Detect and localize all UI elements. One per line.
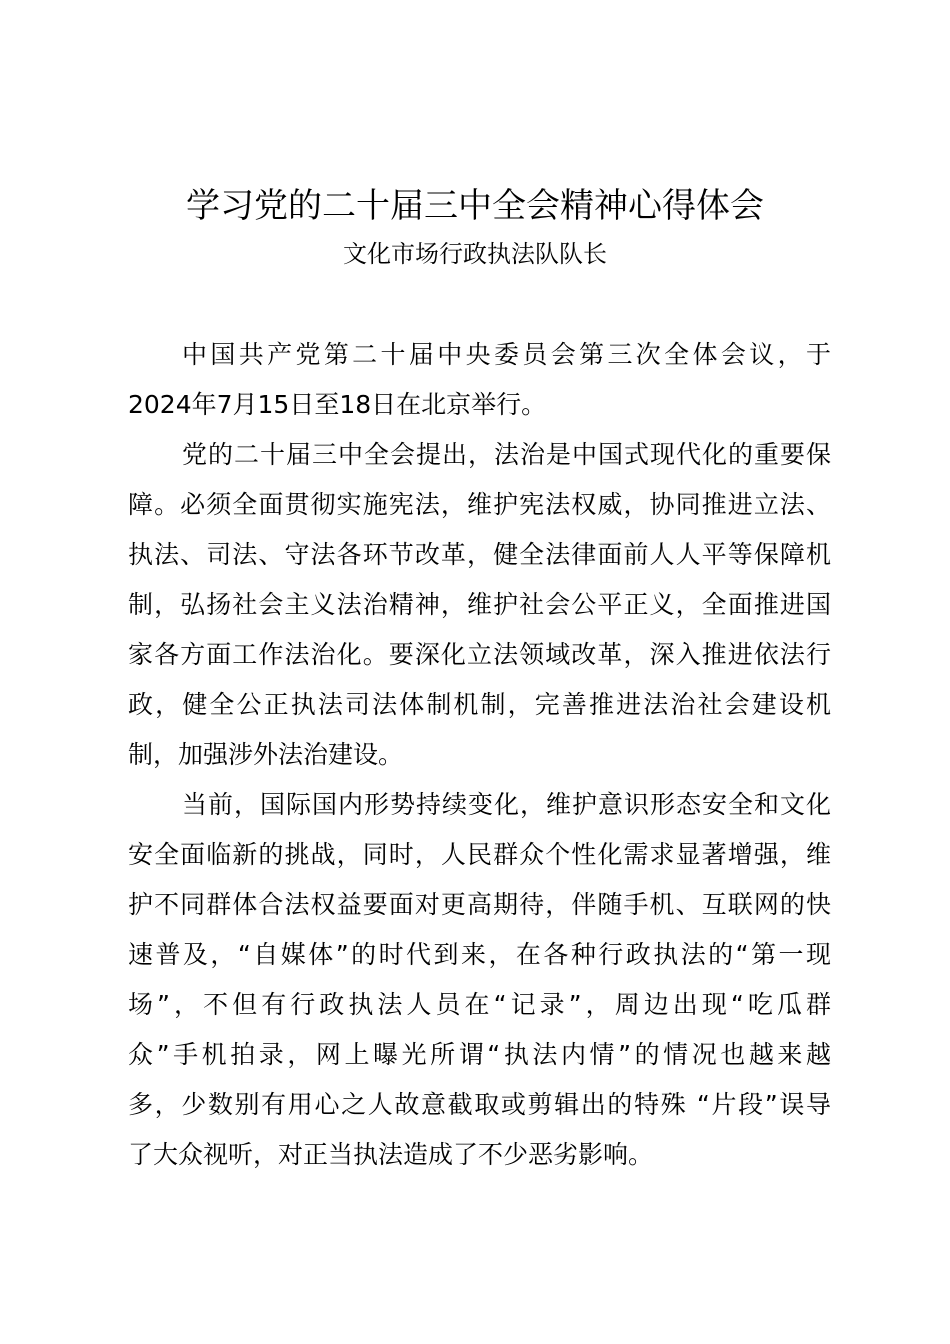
paragraph-1-line-1: 中国共产党第二十届中央委员会第三次全体会议，于 [182, 340, 831, 369]
paragraph-3-line-3: 护不同群体合法权益要面对更高期待，伴随手机、互联网的快 [128, 890, 831, 919]
paragraph-3-line-8: 了大众视听，对正当执法造成了不少恶劣影响。 [128, 1140, 654, 1169]
paragraph-2-line-5: 家各方面工作法治化。要深化立法领域改革，深入推进依法行 [128, 640, 831, 669]
paragraph-3-line-4: 速普及，“自媒体”的时代到来，在各种行政执法的“第一现 [128, 940, 831, 969]
paragraph-3-line-2: 安全面临新的挑战，同时，人民群众个性化需求显著增强，维 [128, 840, 831, 869]
paragraph-2-line-3: 执法、司法、守法各环节改革，健全法律面前人人平等保障机 [128, 540, 831, 569]
paragraph-2-line-6: 政，健全公正执法司法体制机制，完善推进法治社会建设机 [128, 690, 831, 719]
paragraph-3-line-7: 多，少数别有用心之人故意截取或剪辑出的特殊 “片段”误导 [128, 1090, 831, 1119]
paragraph-3-line-6: 众”手机拍录，网上曝光所谓“执法内情”的情况也越来越 [128, 1040, 831, 1069]
paragraph-2-line-2: 障。必须全面贯彻实施宪法，维护宪法权威，协同推进立法、 [128, 490, 831, 519]
document-subtitle: 文化市场行政执法队队长 [343, 240, 607, 268]
paragraph-2-line-7: 制，加强涉外法治建设。 [128, 740, 404, 769]
paragraph-1-line-2: 2024年7月15日至18日在北京举行。 [128, 390, 547, 419]
paragraph-3-line-1: 当前，国际国内形势持续变化，维护意识形态安全和文化 [182, 790, 831, 819]
document-title: 学习党的二十届三中全会精神心得体会 [186, 186, 764, 226]
paragraph-3-line-5: 场”，不但有行政执法人员在“记录”，周边出现“吃瓜群 [128, 990, 831, 1019]
paragraph-2-line-4: 制，弘扬社会主义法治精神，维护社会公平正义，全面推进国 [128, 590, 831, 619]
paragraph-2-line-1: 党的二十届三中全会提出，法治是中国式现代化的重要保 [182, 440, 831, 469]
